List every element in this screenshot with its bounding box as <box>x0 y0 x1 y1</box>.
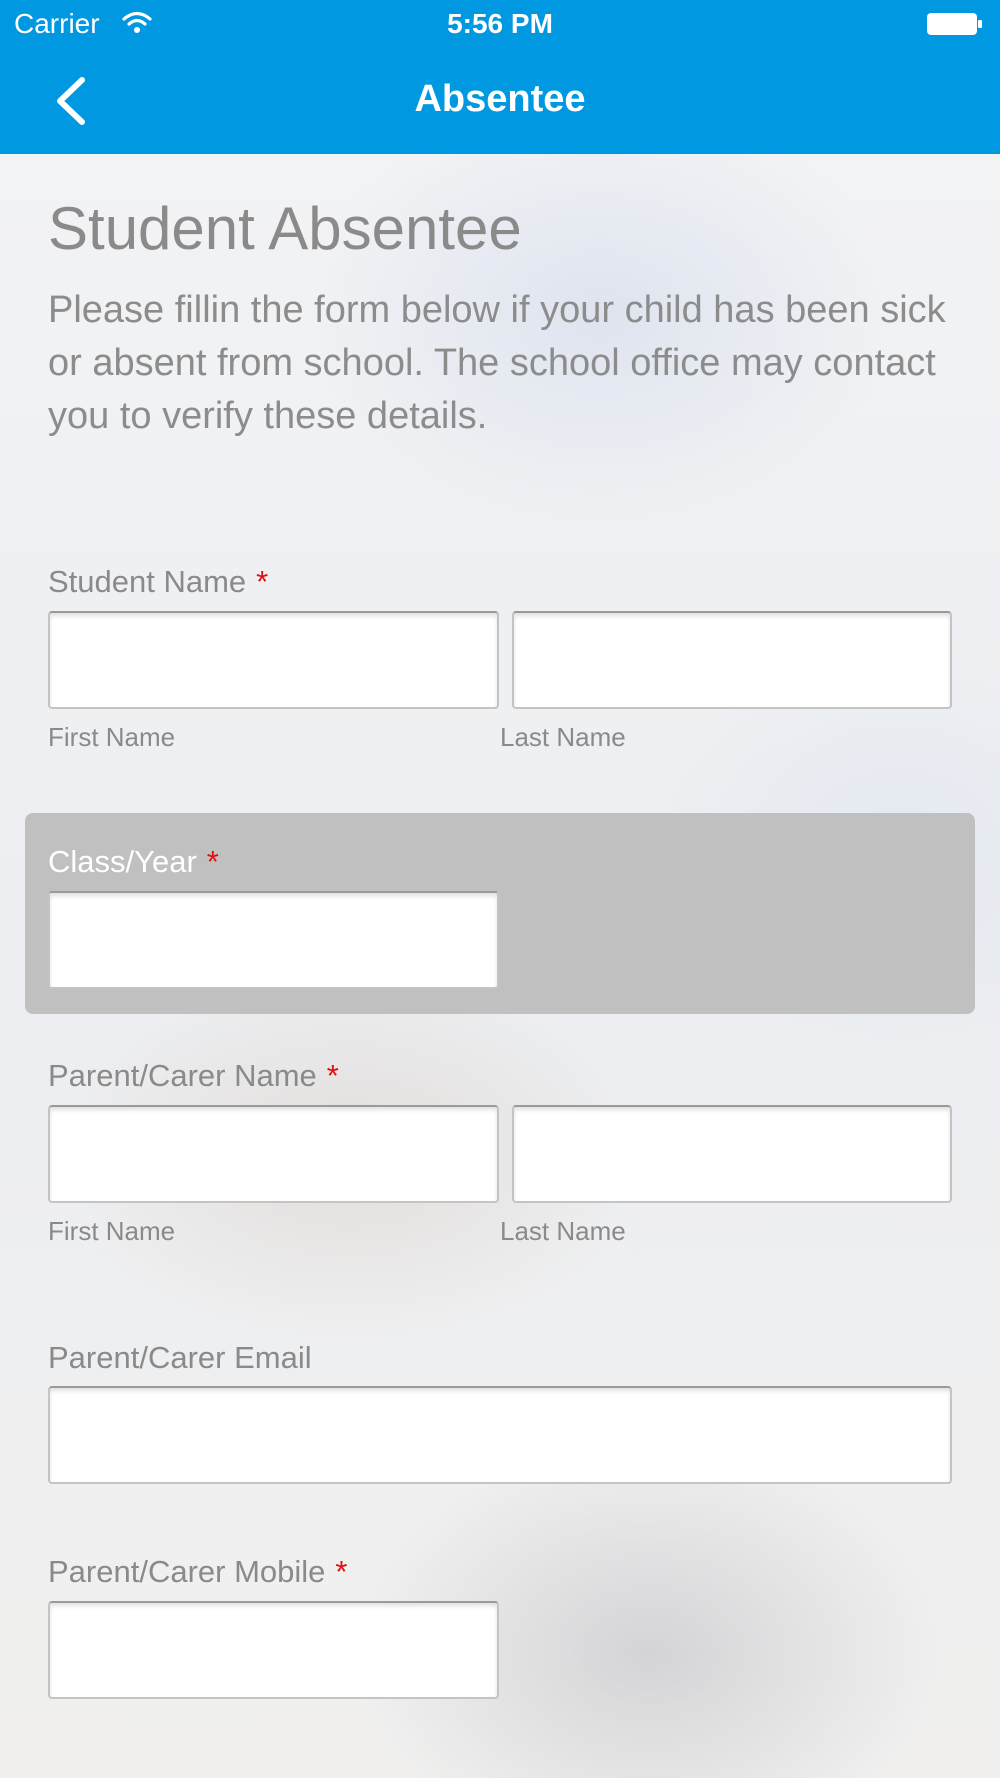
class-year-label-text: Class/Year <box>48 844 197 879</box>
navigation-bar <box>0 0 1000 154</box>
class-year-label <box>48 844 219 880</box>
required-marker: * <box>326 1058 339 1093</box>
parent-first-name-sublabel: First Name <box>48 1216 176 1246</box>
carrier-label: Carrier <box>14 8 100 39</box>
parent-last-name-sublabel: Last Name <box>500 1216 626 1246</box>
parent-email-input[interactable] <box>48 1386 952 1484</box>
class-year-field <box>25 813 975 1014</box>
parent-mobile-label <box>48 1554 347 1590</box>
student-name-label-text: Student Name <box>48 564 247 599</box>
student-first-name-input[interactable] <box>48 611 499 709</box>
battery-icon <box>926 12 984 36</box>
class-year-input[interactable] <box>48 891 499 989</box>
page-title: Student Absentee <box>48 195 522 262</box>
parent-email-label <box>48 1340 312 1376</box>
parent-mobile-input[interactable] <box>48 1601 499 1699</box>
required-marker: * <box>206 844 219 879</box>
parent-last-name-input[interactable] <box>512 1105 952 1203</box>
required-marker: * <box>256 564 269 599</box>
parent-email-label-text: Parent/Carer Email <box>48 1340 312 1375</box>
form-content <box>0 154 1000 1778</box>
student-name-label <box>48 564 268 600</box>
parent-name-label-text: Parent/Carer Name <box>48 1058 317 1093</box>
student-last-name-input[interactable] <box>512 611 952 709</box>
status-time: 5:56 PM <box>447 8 553 39</box>
parent-mobile-label-text: Parent/Carer Mobile <box>48 1554 326 1589</box>
form-intro: Please fillin the form below if your child has been sick or absent from school. The school office may contact you to verify these details. <box>48 289 946 437</box>
student-last-name-sublabel: Last Name <box>500 722 626 752</box>
nav-title: Absentee <box>414 78 586 120</box>
required-marker: * <box>335 1554 348 1589</box>
parent-name-label <box>48 1058 339 1094</box>
student-first-name-sublabel: First Name <box>48 722 176 752</box>
parent-first-name-input[interactable] <box>48 1105 499 1203</box>
